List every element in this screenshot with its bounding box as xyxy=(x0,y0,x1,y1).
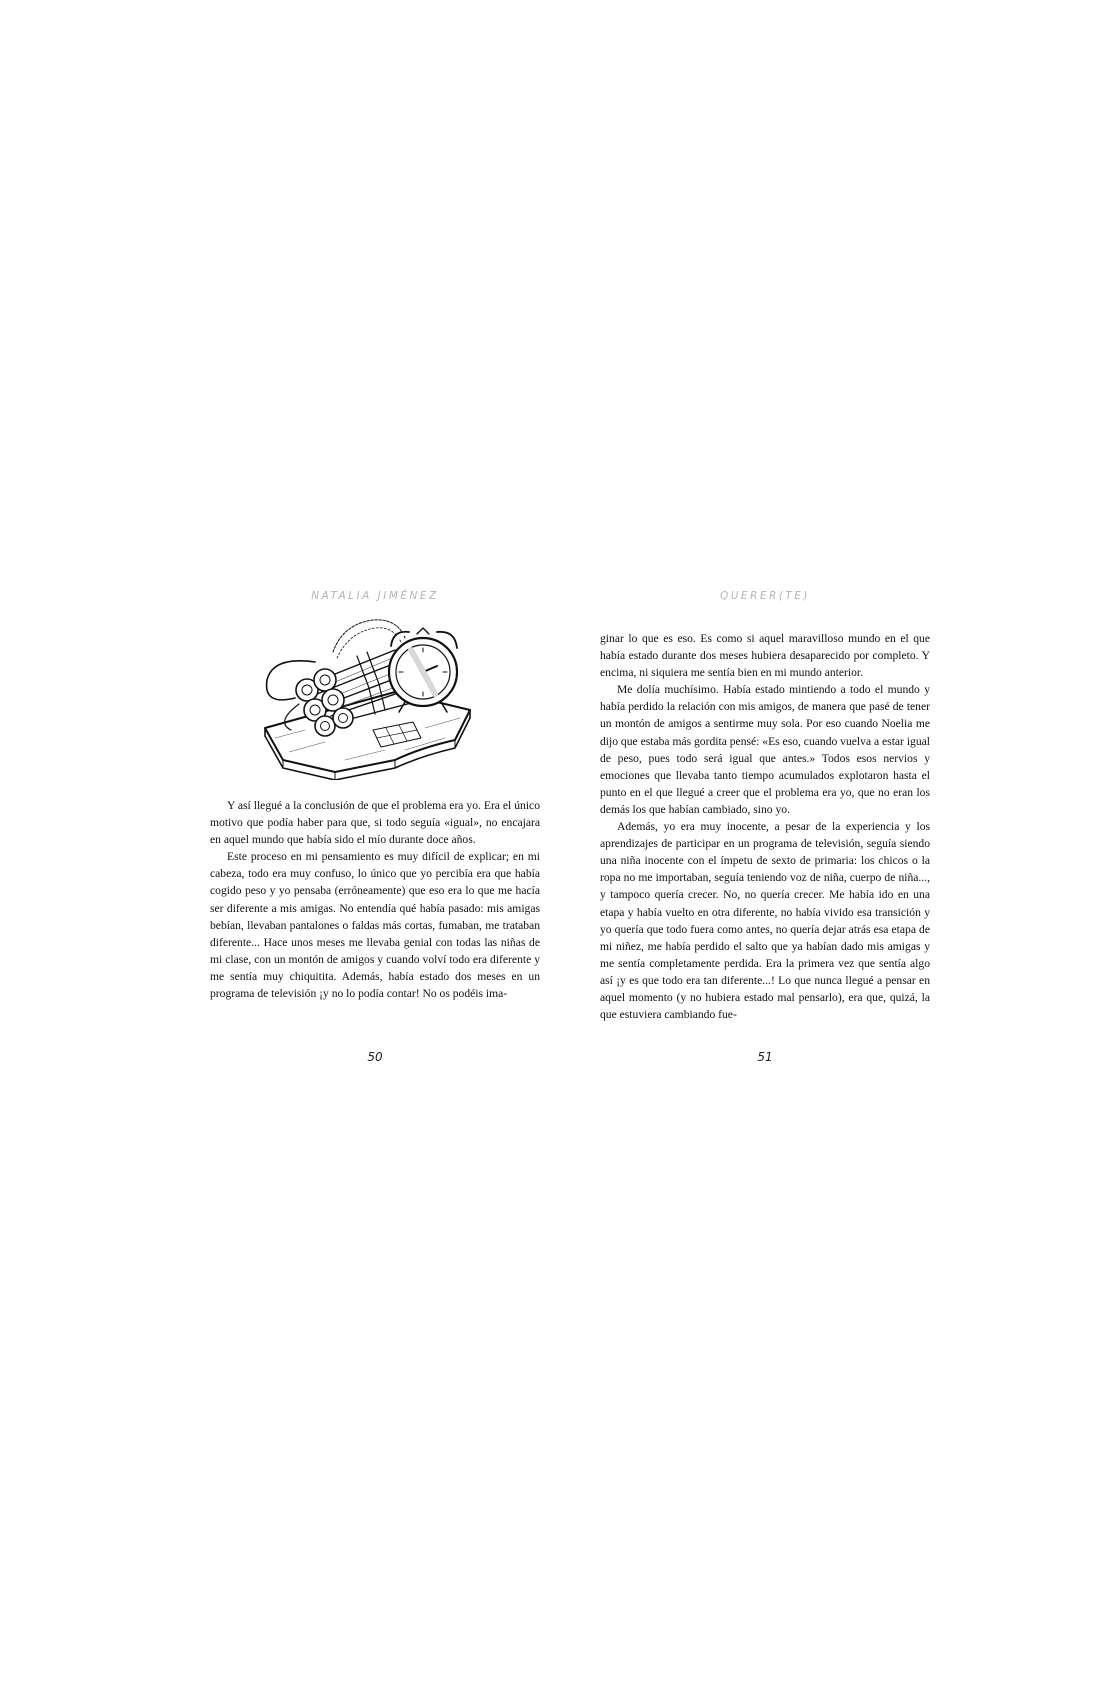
paragraph: ginar lo que es eso. Es como si aquel maravilloso mundo en el que había estado durante dos meses hubiera desaparecido por completo. Y encima, ni siquiera me sentía bien en mi mundo anterior. xyxy=(600,632,930,680)
paragraph: Además, yo era muy inocente, a pesar de la experiencia y los aprendizajes de participar en un programa de televisión, seguía siendo una niña inocente con el ímpetu de sexto de primaria: los chicos o la ropa no me importaban, seguía teniendo voz de niña, cuerpo de niña..., y tampoco quería crecer. No, no quería crecer. Me había ido en una etapa y había vuelto en otra diferente, no había vivido esa transición y yo quería que todo fuera como antes, no quería dejar atrás esa etapa de mi niñez, me había perdido el salto que ya habían dado mis amigas y me sentía completamente perdida. Era la primera vez que sentía algo así ¡y es que todo era tan diferente...! Lo que nunca llegué a pensar en aquel momento (y no hubiera estado mal pensarlo), era que, quizá, la que estuviera cambiando fue- xyxy=(600,820,930,1022)
right-page-body-text xyxy=(600,630,930,1023)
left-page xyxy=(210,575,540,1075)
running-head-title: QUERER(TE) xyxy=(719,590,811,602)
running-head-author: NATALIA JIMÉNEZ xyxy=(311,590,439,602)
page-number-right: 51 xyxy=(757,1050,773,1064)
left-page-body-text xyxy=(210,797,540,1002)
paragraph: Y así llegué a la conclusión de que el problema era yo. Era el único motivo que podía haber para que, si todo seguía «igual», no encajara en aquel mundo que había sido el mío durante doce años. xyxy=(210,799,540,847)
right-page xyxy=(600,575,930,1075)
dynamite-clock-bomb-icon xyxy=(245,610,505,780)
page-number-left: 50 xyxy=(367,1050,383,1064)
book-spread xyxy=(210,575,930,1075)
paragraph: Me dolía muchísimo. Había estado mintiendo a todo el mundo y había perdido la relación con mis amigos, de manera que pasé de tener un montón de amigos a sentirme muy sola. Por eso cuando Noelia me dijo que estaba más gordita pensé: «Es eso, cuando vuelva a estar igual de peso, pues todo será igual que antes.» Todos esos nervios y emociones que llevaba tanto tiempo acumulados explotaron hasta el punto en el que llegué a creer que el problema era yo, que no eran los demás los que habían cambiado, sino yo. xyxy=(600,683,930,816)
paragraph: Este proceso en mi pensamiento es muy difícil de explicar; en mi cabeza, todo era muy confuso, lo único que yo percibía era que había cogido peso y yo pensaba (erróneamente) que eso era lo que me hacía ser diferente a mis amigas. No entendía qué había pasado: mis amigas bebían, llevaban pantalones o faldas más cortas, fumaban, me trataban diferente... Hace unos meses me llevaba genial con todas las niñas de mi clase, con un montón de amigos y cuando volví todo era diferente y me sentía muy chiquitita. Además, había estado dos meses en un programa de televisión ¡y no lo podía contar! No os podéis ima- xyxy=(210,850,540,1001)
